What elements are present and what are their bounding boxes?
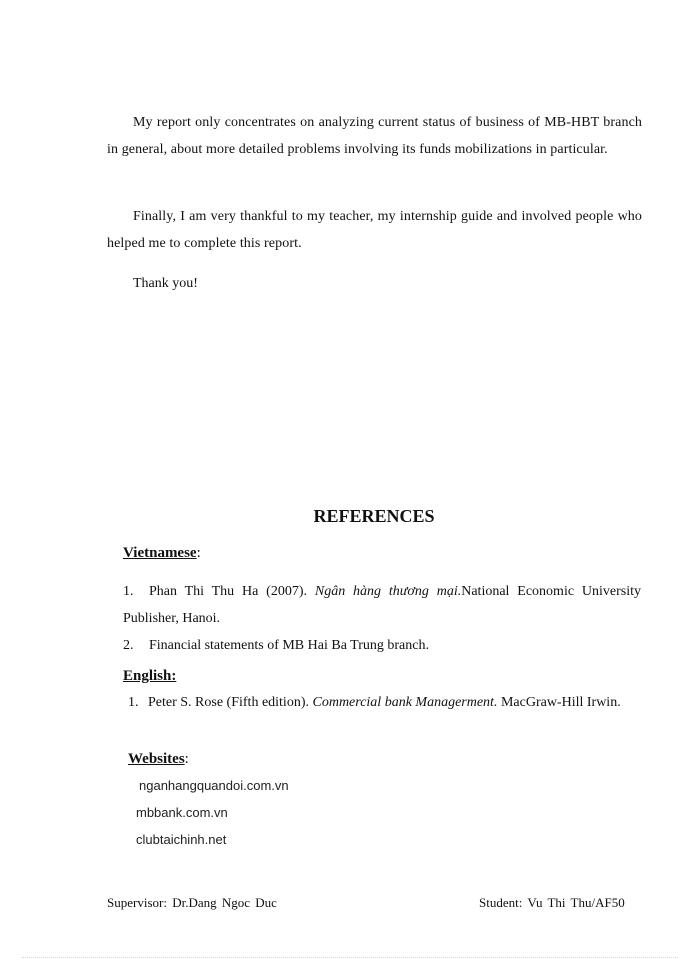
reference-number: 2.	[123, 638, 134, 653]
body-paragraph-2-text: Finally, I am very thankful to my teacher, my internship guide and involved people who helped me to complete this report.	[107, 209, 642, 251]
reference-number: 1.	[128, 695, 139, 710]
websites-heading	[128, 749, 189, 769]
websites-heading-colon: :	[184, 751, 189, 767]
footer-student: Student: Vu Thi Thu/AF50	[479, 895, 625, 910]
website-link[interactable]: mbbank.com.vn	[136, 805, 228, 820]
websites-heading-text: Websites	[128, 751, 185, 767]
reference-en-1	[128, 689, 640, 716]
reference-book-title: Commercial bank Managerment.	[312, 695, 498, 710]
body-paragraph-1-text: My report only concentrates on analyzing current status of business of MB-HBT branch in general, about more detailed problems involving its funds mobilizations in particular.	[107, 115, 642, 157]
page-bottom-divider	[22, 957, 678, 958]
body-paragraph-2	[107, 203, 642, 257]
vietnamese-heading-colon: :	[196, 545, 201, 561]
reference-book-title: Ngân hàng thương mại.	[314, 584, 462, 599]
body-paragraph-1	[107, 109, 642, 163]
footer-supervisor: Supervisor: Dr.Dang Ngoc Duc	[107, 895, 277, 910]
website-link[interactable]: clubtaichinh.net	[136, 832, 227, 847]
reference-author: Peter S. Rose (Fifth edition).	[148, 695, 313, 710]
reference-publisher: National Economic University Publisher, Hanoi.	[123, 584, 641, 626]
english-heading	[123, 666, 176, 686]
vietnamese-heading	[123, 543, 201, 563]
thanks-line: Thank you!	[133, 276, 198, 291]
reference-body	[148, 689, 640, 716]
reference-number: 1.	[123, 584, 134, 599]
reference-vn-2	[123, 632, 641, 659]
reference-author: Phan Thi Thu Ha (2007).	[149, 584, 315, 599]
english-heading-text: English:	[123, 668, 177, 684]
reference-text: Financial statements of MB Hai Ba Trung branch.	[149, 638, 429, 653]
reference-vn-1	[123, 578, 641, 632]
reference-publisher: MacGraw-Hill Irwin.	[497, 695, 621, 710]
references-title: REFERENCES	[313, 506, 435, 526]
vietnamese-heading-text: Vietnamese	[123, 545, 197, 561]
website-link[interactable]: nganhangquandoi.com.vn	[139, 778, 289, 793]
